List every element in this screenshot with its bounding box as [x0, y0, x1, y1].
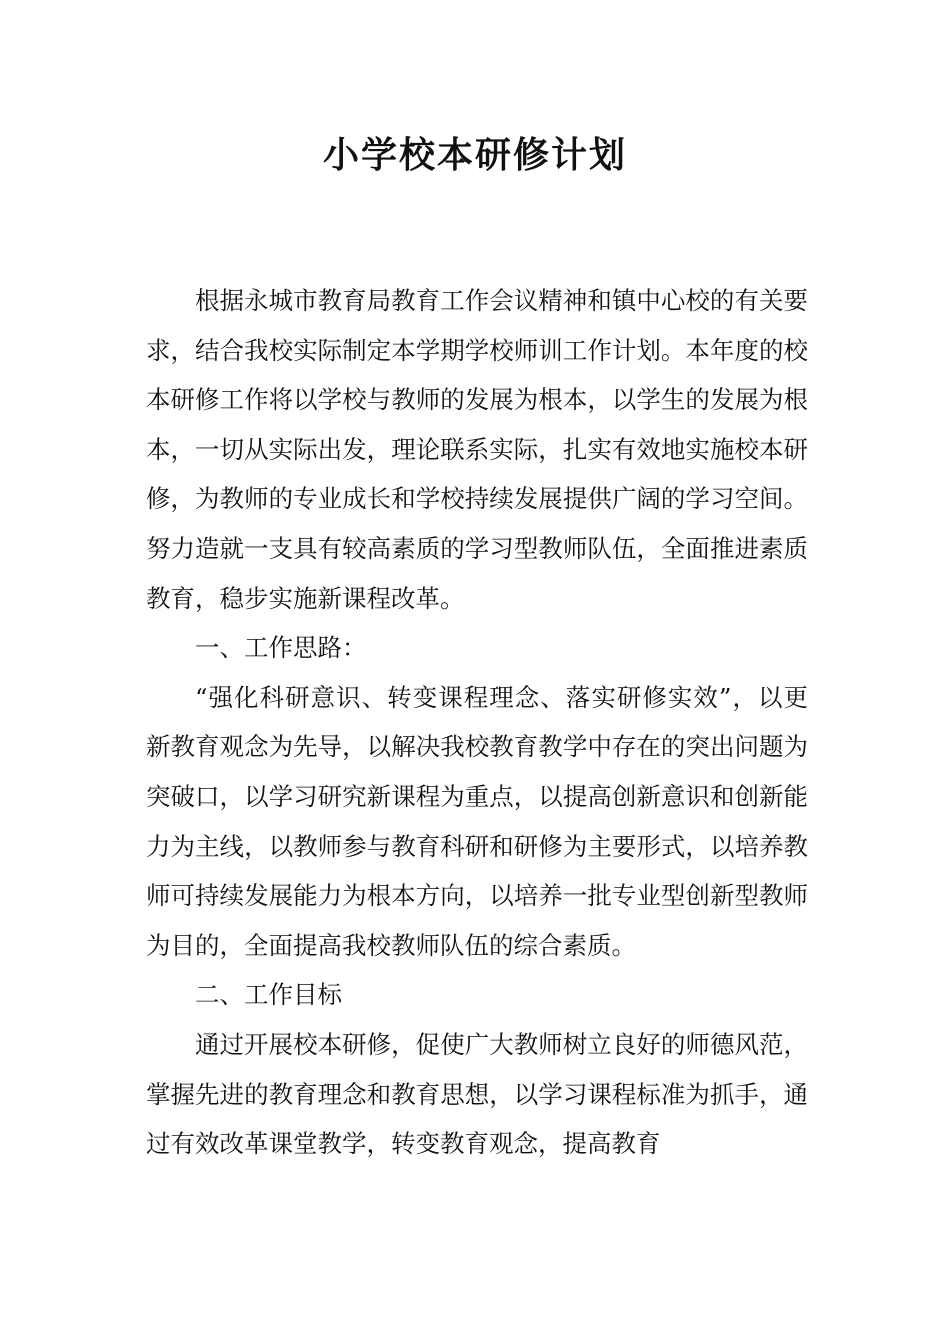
work-approach-paragraph: “强化科研意识、转变课程理念、落实研修实效”，以更新教育观念为先导，以解决我校教育教学中存在的突出问题为突破口，以学习研究新课程为重点，以提高创新意识和创新能力为主线，以教师参与教育科研和研修为主要形式，以培养教师可持续发展能力为根本方向，以培养一批专业型创新型教师为目的，全面提高我校教师队伍的综合素质。	[146, 682, 808, 960]
work-goals-paragraph: 通过开展校本研修，促使广大教师树立良好的师德风范，掌握先进的教育理念和教育思想，以学习课程标准为抓手，通过有效改革课堂教学，转变教育观念，提高教育	[146, 1029, 808, 1159]
document-body	[146, 276, 808, 1169]
section-heading-work-approach: 一、工作思路：	[195, 633, 367, 663]
document-title: 小学校本研修计划	[322, 135, 627, 176]
intro-paragraph: 根据永城市教育局教育工作会议精神和镇中心校的有关要求，结合我校实际制定本学期学校师训工作计划。本年度的校本研修工作将以学校与教师的发展为根本，以学生的发展为根本，一切从实际出发，理论联系实际，扎实有效地实施校本研修，为教师的专业成长和学校持续发展提供广阔的学习空间。努力造就一支具有较高素质的学习型教师队伍，全面推进素质教育，稳步实施新课程改革。	[146, 286, 808, 613]
section-heading-work-goals: 二、工作目标	[195, 980, 342, 1010]
